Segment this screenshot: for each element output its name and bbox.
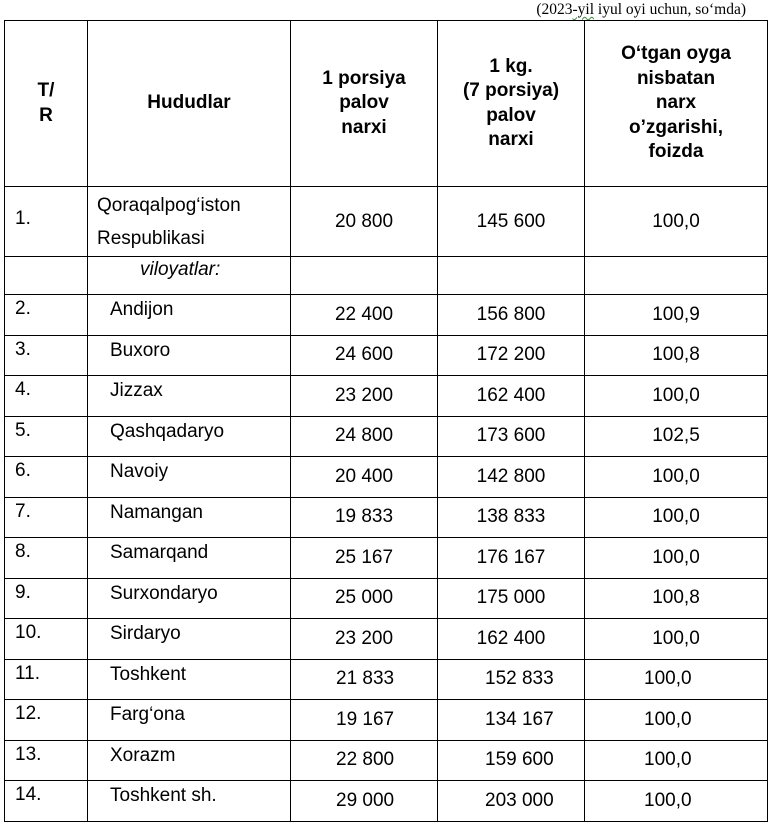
row-number: 10.	[5, 619, 88, 660]
portion-price: 20 400	[291, 457, 438, 498]
table-row	[5, 578, 768, 619]
kg-price: 162 400	[438, 376, 585, 417]
table-row	[5, 335, 768, 376]
subheading-row	[5, 257, 768, 295]
palov-price-table	[4, 20, 768, 822]
region-name: Andijon	[88, 295, 291, 336]
table-row	[5, 538, 768, 579]
price-change: 100,0	[585, 497, 768, 538]
price-change: 100,0	[585, 781, 768, 822]
subheading-label: viloyatlar:	[88, 257, 291, 295]
table-row	[5, 659, 768, 700]
header-price-change	[585, 21, 768, 187]
kg-price: 142 800	[438, 457, 585, 498]
kg-price: 138 833	[438, 497, 585, 538]
price-change: 100,0	[585, 187, 768, 257]
row-number: 7.	[5, 497, 88, 538]
table-row	[5, 457, 768, 498]
kg-price: 152 833	[438, 659, 585, 700]
portion-price: 21 833	[291, 659, 438, 700]
table-row	[5, 416, 768, 457]
portion-price: 24 600	[291, 335, 438, 376]
table-row	[5, 187, 768, 257]
header-row	[5, 21, 768, 187]
caption-year-suffix: -yil	[572, 1, 595, 18]
caption-period-unit: iyul oyi uchun, so‘mda)	[594, 1, 746, 18]
header-line: foizda	[648, 141, 704, 163]
header-line: narx	[655, 92, 697, 114]
table-row	[5, 376, 768, 417]
header-line: 1 kg.	[489, 55, 533, 77]
region-name: Samarqand	[88, 538, 291, 579]
price-change: 102,5	[585, 416, 768, 457]
portion-price: 24 800	[291, 416, 438, 457]
region-name: Sirdaryo	[88, 619, 291, 660]
price-change: 100,9	[585, 295, 768, 336]
kg-price: 175 000	[438, 578, 585, 619]
header-line: 1 porsiya	[322, 67, 406, 89]
price-change: 100,8	[585, 578, 768, 619]
header-tr-line: T/	[37, 80, 55, 101]
region-name: Navoiy	[88, 457, 291, 498]
table-caption	[536, 0, 746, 19]
header-line: (7 porsiya)	[462, 80, 560, 101]
kg-price: 162 400	[438, 619, 585, 660]
header-line: palov	[486, 104, 536, 126]
header-line: palov	[339, 92, 389, 114]
portion-price: 19 167	[291, 700, 438, 741]
row-number: 8.	[5, 538, 88, 579]
price-change: 100,0	[585, 619, 768, 660]
kg-price: 145 600	[438, 187, 585, 257]
price-change: 100,0	[585, 700, 768, 741]
row-number: 3.	[5, 335, 88, 376]
row-number: 12.	[5, 700, 88, 741]
header-line: narxi	[488, 129, 534, 150]
table-row	[5, 497, 768, 538]
price-change: 100,0	[585, 740, 768, 781]
region-name	[88, 187, 291, 257]
portion-price: 29 000	[291, 781, 438, 822]
portion-price: 25 000	[291, 578, 438, 619]
region-name: Farg‘ona	[88, 700, 291, 741]
portion-price: 22 800	[291, 740, 438, 781]
row-number: 9.	[5, 578, 88, 619]
kg-price: 156 800	[438, 295, 585, 336]
portion-price: 20 800	[291, 187, 438, 257]
table-row	[5, 740, 768, 781]
row-number: 6.	[5, 457, 88, 498]
data-rows	[5, 295, 768, 822]
price-change: 100,8	[585, 335, 768, 376]
header-line: nisbatan	[636, 67, 716, 89]
price-change: 100,0	[585, 659, 768, 700]
region-name: Toshkent	[88, 659, 291, 700]
header-kg-price	[438, 21, 585, 187]
price-change: 100,0	[585, 376, 768, 417]
empty-cell	[5, 257, 88, 295]
region-name: Toshkent sh.	[88, 781, 291, 822]
header-line: o’zgarishi,	[629, 116, 723, 138]
empty-cell	[438, 257, 585, 295]
header-region-label: Hududlar	[147, 92, 231, 114]
region-name: Jizzax	[88, 376, 291, 417]
header-tr	[5, 21, 88, 187]
region-name: Surxondaryo	[88, 578, 291, 619]
row-number: 1.	[5, 187, 88, 257]
empty-cell	[291, 257, 438, 295]
region-name: Buxoro	[88, 335, 291, 376]
table-row	[5, 781, 768, 822]
portion-price: 25 167	[291, 538, 438, 579]
row-number: 4.	[5, 376, 88, 417]
kg-price: 203 000	[438, 781, 585, 822]
portion-price: 19 833	[291, 497, 438, 538]
kg-price: 159 600	[438, 740, 585, 781]
price-change: 100,0	[585, 538, 768, 579]
kg-price: 172 200	[438, 335, 585, 376]
region-name: Namangan	[88, 497, 291, 538]
price-change: 100,0	[585, 457, 768, 498]
region-name-line: Respublikasi	[97, 227, 205, 249]
caption-year: (2023	[536, 1, 573, 18]
empty-cell	[585, 257, 768, 295]
row-number: 11.	[5, 659, 88, 700]
kg-price: 176 167	[438, 538, 585, 579]
kg-price: 173 600	[438, 416, 585, 457]
row-number: 2.	[5, 295, 88, 336]
kg-price: 134 167	[438, 700, 585, 741]
row-number: 13.	[5, 740, 88, 781]
header-region	[88, 21, 291, 187]
table-row	[5, 295, 768, 336]
region-name: Qashqadaryo	[88, 416, 291, 457]
row-number: 5.	[5, 416, 88, 457]
header-line: narxi	[341, 116, 387, 138]
portion-price: 23 200	[291, 619, 438, 660]
header-tr-line: R	[39, 104, 53, 126]
region-name-line: Qoraqalpog‘iston	[97, 194, 241, 216]
portion-price: 22 400	[291, 295, 438, 336]
header-portion-price	[291, 21, 438, 187]
table-row	[5, 619, 768, 660]
region-name: Xorazm	[88, 740, 291, 781]
table-row	[5, 700, 768, 741]
header-line: O‘tgan oyga	[621, 43, 731, 65]
row-number: 14.	[5, 781, 88, 822]
portion-price: 23 200	[291, 376, 438, 417]
